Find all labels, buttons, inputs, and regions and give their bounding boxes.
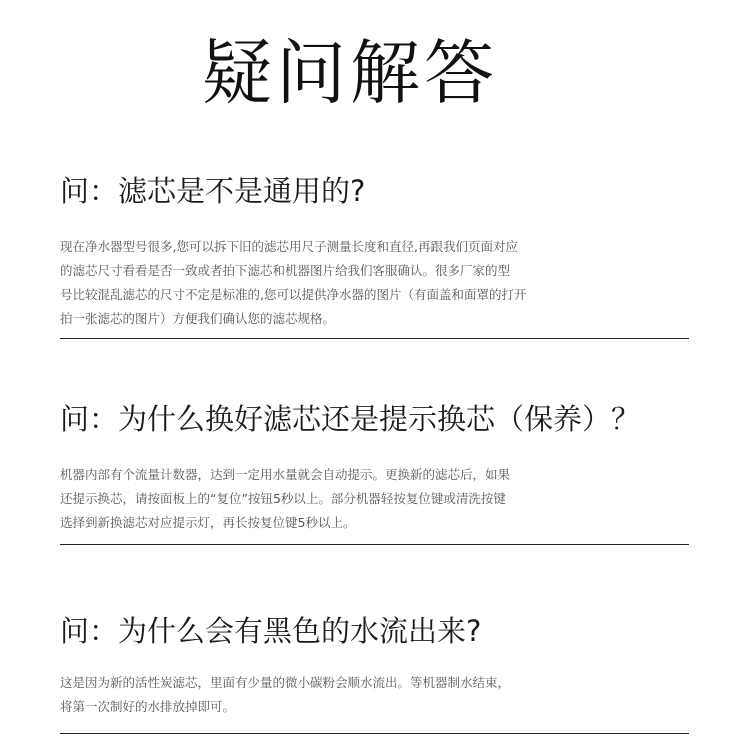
answer-line: 现在净水器型号很多,您可以拆下旧的滤芯用尺子测量长度和直径,再跟我们页面对应 [60, 239, 518, 254]
faq-item [60, 611, 690, 719]
answer-line: 将第一次制好的水排放掉即可。 [60, 699, 236, 714]
answer-line: 机器内部有个流量计数器，达到一定用水量就会自动提示。更换新的滤芯后，如果 [60, 467, 511, 482]
answer-line: 的滤芯尺寸看看是否一致或者拍下滤芯和机器图片给我们客服确认。很多厂家的型 [60, 263, 511, 278]
answer-line: 还提示换芯，请按面板上的“复位”按钮5秒以上。部分机器轻按复位键或清洗按键 [60, 491, 506, 506]
faq-item [60, 399, 690, 535]
faq-item [60, 171, 690, 331]
answer-line: 选择到新换滤芯对应提示灯，再长按复位键5秒以上。 [60, 515, 356, 530]
divider [60, 733, 689, 734]
faq-answer [60, 463, 690, 535]
faq-answer [60, 235, 690, 331]
answer-line: 拍一张滤芯的图片）方便我们确认您的滤芯规格。 [60, 311, 336, 326]
divider [60, 338, 689, 339]
faq-answer [60, 671, 690, 719]
divider [60, 544, 689, 545]
answer-line: 号比较混乱滤芯的尺寸不定是标准的,您可以提供净水器的图片（有面盖和面罩的打开 [60, 287, 527, 302]
faq-question: 问：为什么会有黑色的水流出来? [60, 614, 482, 648]
answer-line: 这是因为新的活性炭滤芯，里面有少量的微小碳粉会顺水流出。等机器制水结束， [60, 675, 511, 690]
page-title: 疑问解答 [202, 32, 498, 114]
faq-question: 问：为什么换好滤芯还是提示换芯（保养）？ [60, 402, 641, 436]
faq-question: 问：滤芯是不是通用的? [60, 174, 366, 208]
